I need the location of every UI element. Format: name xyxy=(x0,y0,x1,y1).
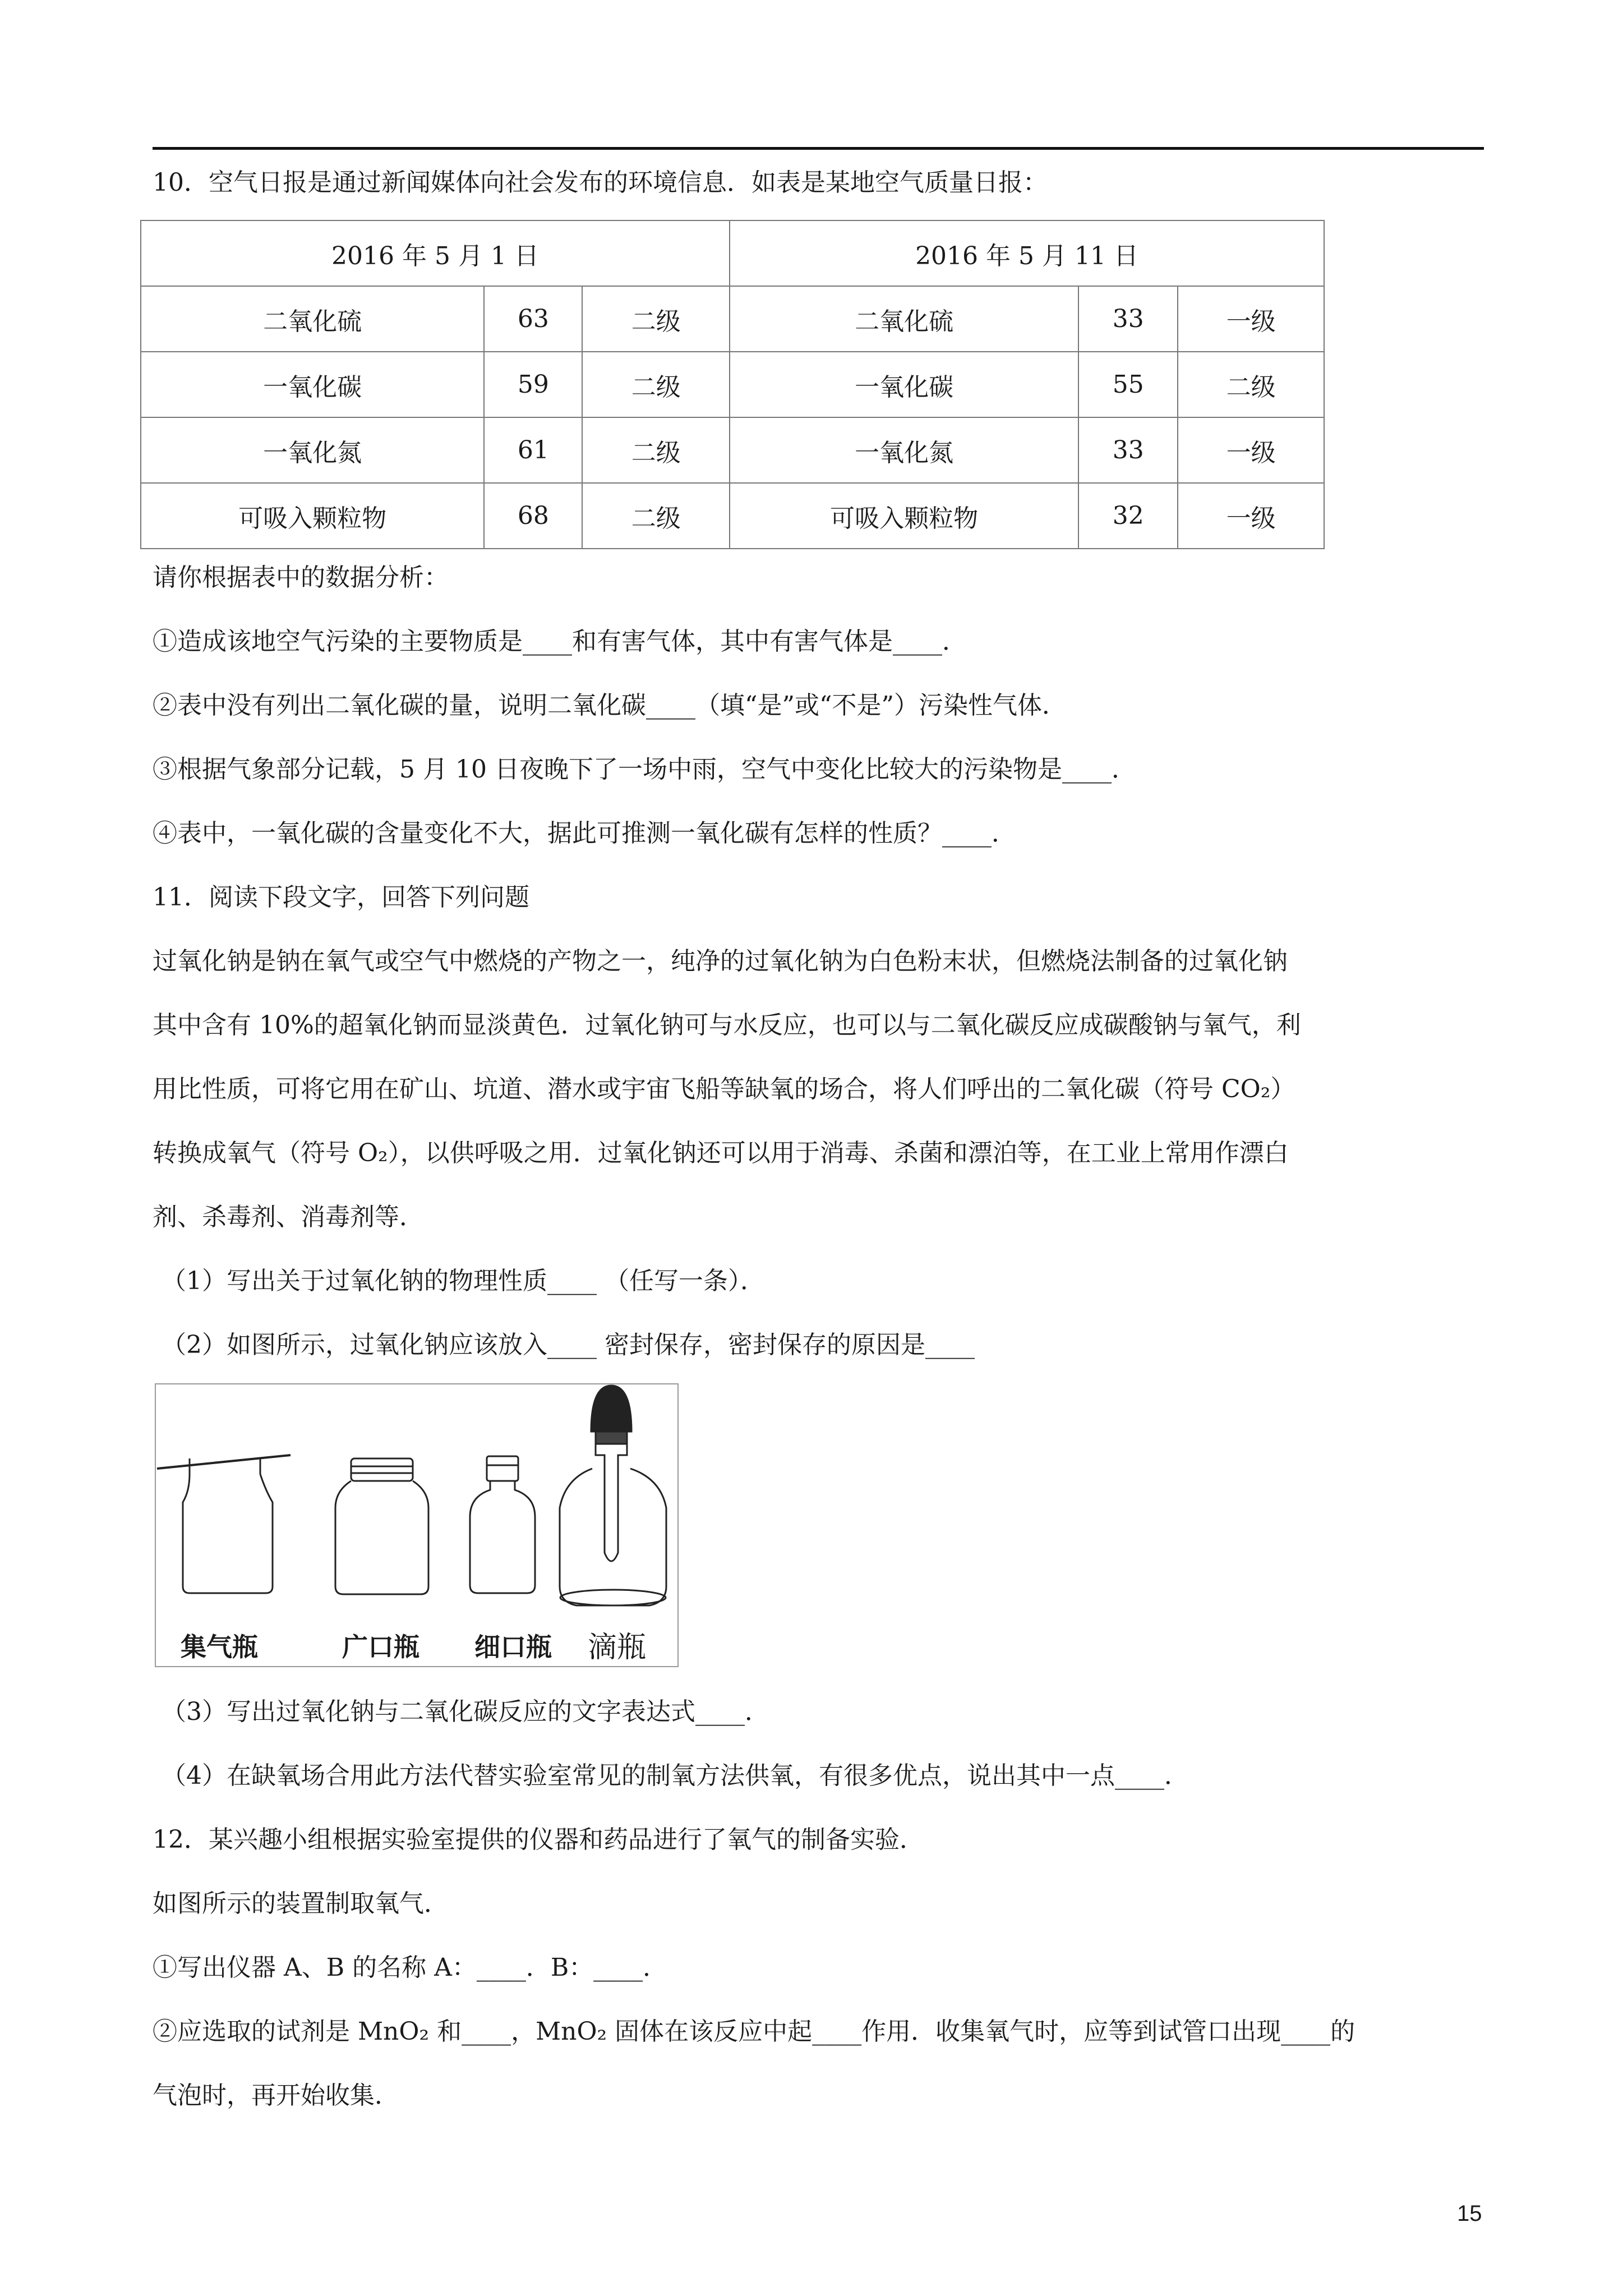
q11-sub-3: （3）写出过氧化钠与二氧化碳反应的文字表达式____． xyxy=(162,1697,769,1726)
table-row xyxy=(141,352,1324,417)
q11-para-line: 剂、杀毒剂、消毒剂等． xyxy=(153,1203,424,1231)
q10-prompt: 请你根据表中的数据分析： xyxy=(153,563,449,592)
table-row xyxy=(141,417,1324,483)
q11-sub-2: （2）如图所示，过氧化钠应该放入____ 密封保存，密封保存的原因是____ xyxy=(162,1331,975,1359)
grade-cell: 二级 xyxy=(582,417,730,483)
value-cell: 55 xyxy=(1078,352,1178,417)
grade-cell: 二级 xyxy=(1178,352,1324,417)
pollutant-cell: 可吸入颗粒物 xyxy=(141,483,484,549)
pollutant-cell: 二氧化硫 xyxy=(730,286,1078,352)
table-row xyxy=(141,483,1324,549)
pollutant-cell: 二氧化硫 xyxy=(141,286,484,352)
q10-item-3: ③根据气象部分记载，5 月 10 日夜晚下了一场中雨，空气中变化比较大的污染物是____． xyxy=(153,755,1136,784)
q10-item-1: ①造成该地空气污染的主要物质是____和有害气体，其中有害气体是____． xyxy=(153,627,967,656)
q11-sub-1: （1）写出关于过氧化钠的物理性质____ （任写一条）． xyxy=(162,1267,765,1295)
pollutant-cell: 一氧化碳 xyxy=(141,352,484,417)
q11-para-line: 其中含有 10%的超氧化钠而显淡黄色．过氧化钠可与水反应，也可以与二氧化碳反应成碳酸钠与氧气，利 xyxy=(153,1011,1301,1039)
value-cell: 33 xyxy=(1078,417,1178,483)
grade-cell: 一级 xyxy=(1178,417,1324,483)
value-cell: 33 xyxy=(1078,286,1178,352)
pollutant-cell: 一氧化氮 xyxy=(141,417,484,483)
wide-mouth-bottle-drawing xyxy=(335,1458,428,1594)
q11-title: 11．阅读下段文字，回答下列问题 xyxy=(153,883,529,912)
grade-cell: 一级 xyxy=(1178,286,1324,352)
bottle-label: 细口瓶 xyxy=(474,1632,552,1662)
grade-cell: 二级 xyxy=(582,286,730,352)
q11-para-line: 转换成氧气（符号 O₂），以供呼吸之用．过氧化钠还可以用于消毒、杀菌和漂泊等，在工业上常用作漂白 xyxy=(153,1139,1289,1167)
value-cell: 32 xyxy=(1078,483,1178,549)
value-cell: 68 xyxy=(484,483,582,549)
q12-item-2-cont: 气泡时，再开始收集． xyxy=(153,2081,399,2110)
q12-line-2: 如图所示的装置制取氧气． xyxy=(153,1889,449,1918)
bottles-figure xyxy=(155,1383,679,1667)
bottle-label: 集气瓶 xyxy=(181,1632,258,1662)
dropper-bottle-drawing xyxy=(560,1386,666,1605)
value-cell: 61 xyxy=(484,417,582,483)
grade-cell: 二级 xyxy=(582,483,730,549)
header-rule xyxy=(153,147,1484,150)
value-cell: 63 xyxy=(484,286,582,352)
pollutant-cell: 一氧化碳 xyxy=(730,352,1078,417)
table-row xyxy=(141,286,1324,352)
bottle-label: 滴瓶 xyxy=(588,1631,647,1664)
grade-cell: 二级 xyxy=(582,352,730,417)
q11-para-line: 用比性质，可将它用在矿山、坑道、潜水或宇宙飞船等缺氧的场合，将人们呼出的二氧化碳（符号 CO₂） xyxy=(153,1075,1295,1103)
q12-title: 12．某兴趣小组根据实验室提供的仪器和药品进行了氧气的制备实验． xyxy=(153,1825,924,1854)
table-header-date1: 2016 年 5 月 1 日 xyxy=(141,220,730,286)
q10-item-2: ②表中没有列出二氧化碳的量，说明二氧化碳____（填“是”或“不是”）污染性气体． xyxy=(153,691,1067,720)
page-number: 15 xyxy=(1457,2201,1482,2226)
q12-item-1: ①写出仪器 A、B 的名称 A：____．B：____． xyxy=(153,1953,668,1982)
grade-cell: 一级 xyxy=(1178,483,1324,549)
value-cell: 59 xyxy=(484,352,582,417)
narrow-mouth-bottle-drawing xyxy=(470,1456,535,1593)
q11-sub-4: （4）在缺氧场合用此方法代替实验室常见的制氧方法供氧，有很多优点，说出其中一点____． xyxy=(162,1761,1189,1790)
table-header-date2: 2016 年 5 月 11 日 xyxy=(730,220,1324,286)
pollutant-cell: 一氧化氮 xyxy=(730,417,1078,483)
q10-intro: 10．空气日报是通过新闻媒体向社会发布的环境信息．如表是某地空气质量日报： xyxy=(153,168,1048,197)
q11-para-line: 过氧化钠是钠在氧气或空气中燃烧的产物之一，纯净的过氧化钠为白色粉末状，但燃烧法制备的过氧化钠 xyxy=(153,947,1288,976)
bottle-label: 广口瓶 xyxy=(342,1632,419,1662)
gas-bottle-drawing xyxy=(157,1455,291,1593)
q10-item-4: ④表中，一氧化碳的含量变化不大，据此可推测一氧化碳有怎样的性质？____． xyxy=(153,819,1016,848)
air-quality-table xyxy=(140,220,1325,549)
pollutant-cell: 可吸入颗粒物 xyxy=(730,483,1078,549)
q12-item-2: ②应选取的试剂是 MnO₂ 和____，MnO₂ 固体在该反应中起____作用．收集氧气时，应等到试管口出现____的 xyxy=(153,2017,1355,2046)
